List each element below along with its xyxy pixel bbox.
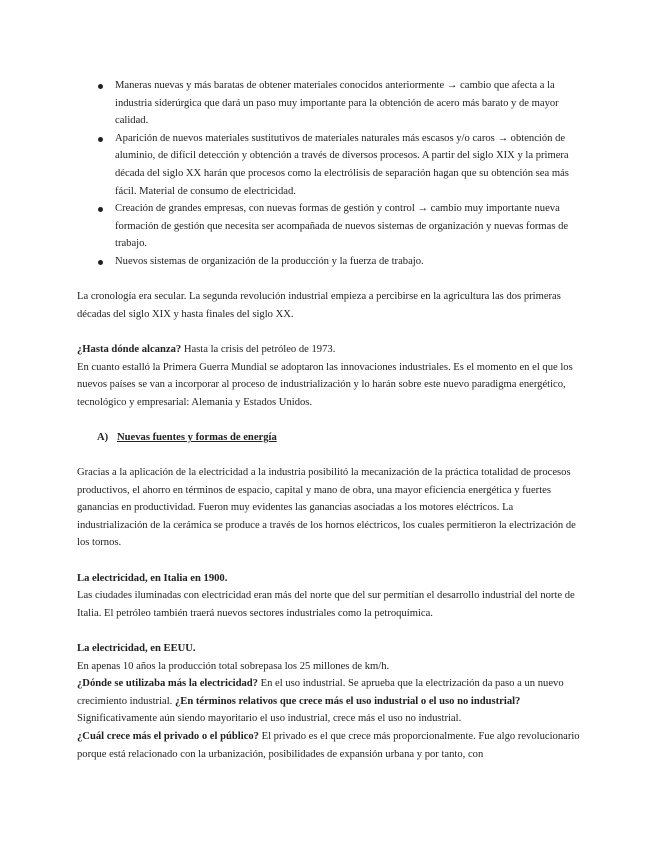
document-page — [77, 77, 582, 763]
list-item — [77, 253, 582, 271]
list-item-text: Maneras nuevas y más baratas de obtener materiales conocidos anteriormente → cambio que afecta a la industria siderúrgica que dará un paso muy importante para la obtención de acero más barato y de mayor calidad. — [115, 80, 559, 127]
bullet-list — [77, 77, 582, 271]
list-item — [77, 130, 582, 200]
usa-heading: La electricidad, en EEUU. — [77, 643, 196, 654]
reach-question-line — [77, 341, 582, 359]
bullet-icon — [98, 260, 103, 265]
list-item-text: Creación de grandes empresas, con nuevas formas de gestión y control → cambio muy importante nueva formación de gestión que necesita ser acompañada de nuevos sistemas de organización y nuevas formas de trabajo. — [115, 203, 569, 250]
reach-answer: Hasta la crisis del petróleo de 1973. — [181, 343, 336, 355]
bullet-icon — [98, 207, 103, 212]
usa-qa-paragraph — [77, 675, 582, 728]
usa-qa-paragraph-2 — [77, 728, 582, 763]
reach-question: ¿Hasta dónde alcanza? — [77, 343, 182, 355]
italy-heading: La electricidad, en Italia en 1900. — [77, 572, 228, 584]
bullet-icon — [98, 137, 103, 142]
usa-question-3: ¿Cuál crece más el privado o el público? — [77, 730, 259, 742]
section-heading — [77, 429, 582, 447]
list-item — [77, 200, 582, 253]
list-item — [77, 77, 582, 130]
bullet-icon — [98, 84, 103, 89]
reach-paragraph: En cuanto estalló la Primera Guerra Mundial se adoptaron las innovaciones industriales. Es el momento en el que los nuevos países se van a incorporar al proceso de industrialización y lo harán sobre este nuevo paradigma energético, tecnológico y empresarial: Alemania y Estados Unidos. — [77, 361, 573, 408]
section-title: Nuevas fuentes y formas de energía — [117, 431, 277, 443]
section-letter: A) — [97, 431, 109, 443]
usa-question-1: ¿Dónde se utilizaba más la electricidad? — [77, 678, 258, 690]
usa-answer-3: El privado es el que crece más proporcionalmente. Fue algo revolucionario porque está relacionado con la urbanización, posibilidades de expansión urbana y por tanto, con — [77, 730, 580, 760]
usa-answer-2: Significativamente aún siendo mayoritario el uso industrial, crece más el uso no industrial. — [77, 713, 462, 725]
usa-question-2: ¿En términos relativos que crece más el uso industrial o el uso no industrial? — [174, 695, 521, 707]
chronology-paragraph: La cronología era secular. La segunda revolución industrial empieza a percibirse en la agricultura las dos primeras décadas del siglo XIX y hasta finales del siglo XX. — [77, 291, 561, 320]
list-item-text: Aparición de nuevos materiales sustitutivos de materiales naturales más escasos y/o caros → obtención de aluminio, de difícil detección y obtención a través de diversos procesos. A partir del siglo XIX y la primera década del siglo XX harán que procesos como la electrólisis de separación hagan que su obtención sea más fácil. Material de consumo de electricidad. — [115, 132, 569, 197]
list-item-text: Nuevos sistemas de organización de la producción y la fuerza de trabajo. — [115, 255, 424, 267]
usa-answer-1: En el uso industrial. Se aprueba que la electrización da paso a un nuevo crecimiento industrial. — [77, 678, 564, 707]
electricity-intro-paragraph: Gracias a la aplicación de la electricidad a la industria posibilitó la mecanización de la práctica totalidad de procesos productivos, el ahorro en términos de espacio, capital y mano de obra, una mayor eficiencia energética y fuertes ganancias en productividad. Fueron muy evidentes las ganancias asociadas a los motores eléctricos. La industrialización de la cerámica se produce a través de los hornos eléctricos, los cuales permitieron la electrización de los tornos. — [77, 467, 576, 549]
usa-line: En apenas 10 años la producción total sobrepasa los 25 millones de km/h. — [77, 660, 390, 672]
italy-paragraph: Las ciudades iluminadas con electricidad eran más del norte que del sur permitían el desarrollo industrial del norte de Italia. El petróleo también traerá nuevos sectores industriales como la petroquímica. — [77, 590, 575, 619]
